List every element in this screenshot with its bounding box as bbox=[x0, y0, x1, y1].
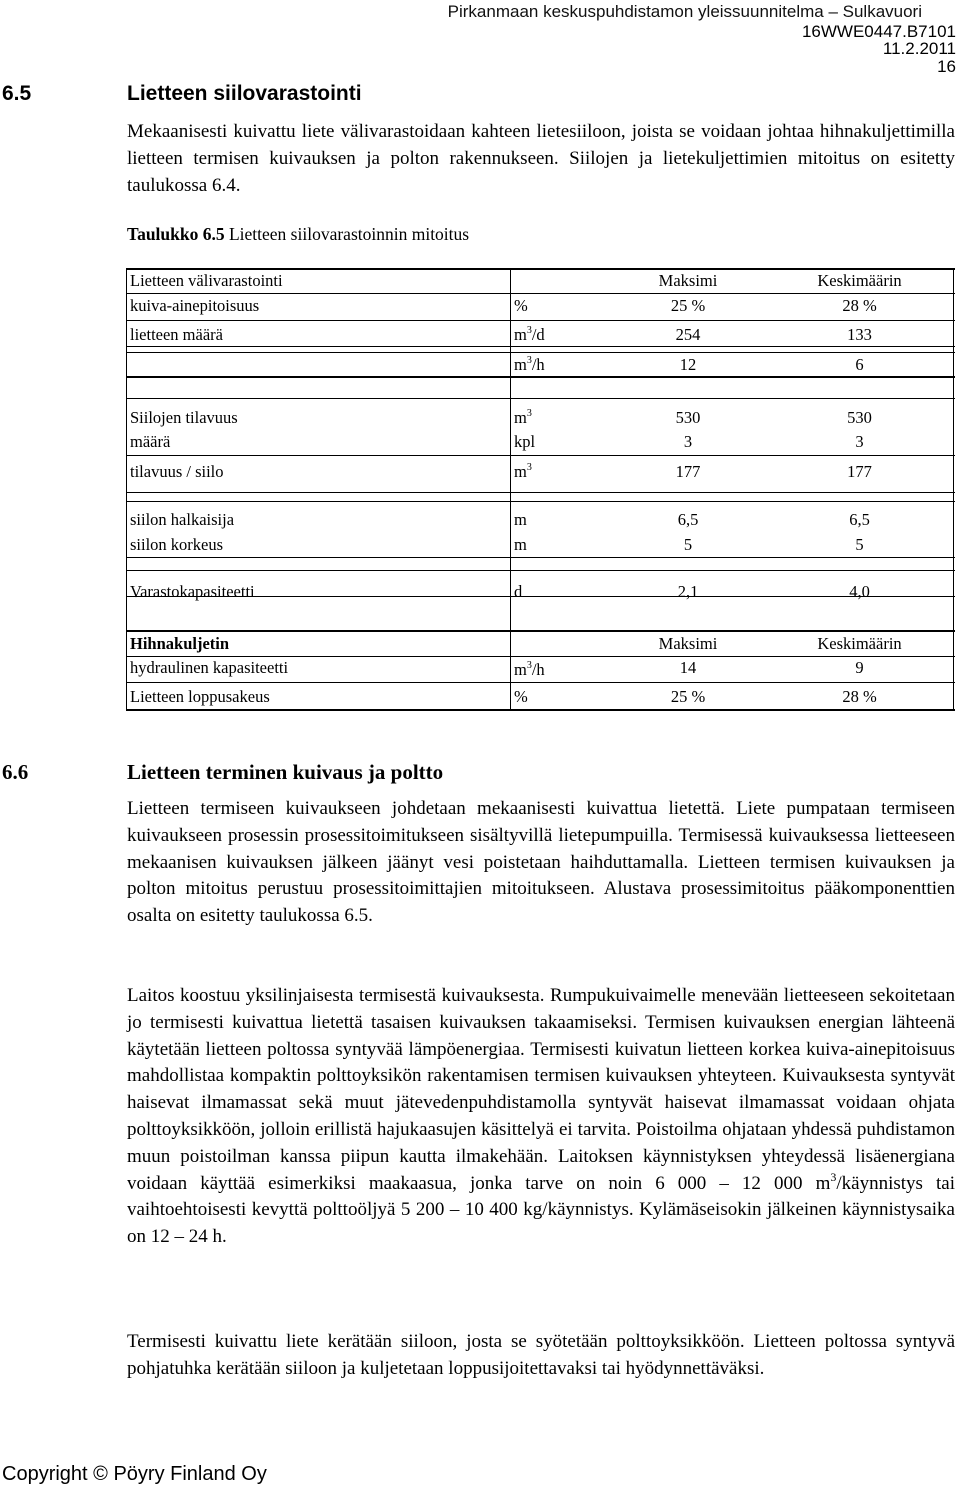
header-project-title: Pirkanmaan keskuspuhdistamon yleissuunnitelma – Sulkavuori bbox=[447, 2, 922, 21]
table-subheader-label: Hihnakuljetin bbox=[130, 634, 230, 653]
footer-copyright: Copyright © Pöyry Finland Oy bbox=[2, 1463, 267, 1485]
table-rule bbox=[126, 557, 955, 558]
table-cell-unit: % bbox=[514, 687, 528, 706]
table-cell-max: 25 % bbox=[670, 687, 706, 706]
section-6-6-paragraph-3: Termisesti kuivattu liete kerätään siiloon, josta se syötetään polttoyksikköön. Lietteen poltossa syntyvä pohjatuhka kerätään siiloon ja kuljetetaan loppusijoitettavaksi tai hyödynnettäväksi. bbox=[127, 1331, 955, 1379]
table-cell-unit: m bbox=[514, 510, 527, 529]
table-cell-unit: $m^3/h$ bbox=[514, 660, 545, 679]
table-cell-avg: 9 bbox=[855, 658, 864, 677]
table-rule bbox=[126, 352, 955, 353]
table-rule bbox=[126, 682, 955, 683]
table-rule bbox=[126, 501, 955, 502]
table-rule bbox=[126, 346, 955, 347]
table-cell-avg: 3 bbox=[855, 432, 864, 451]
table-border-left bbox=[126, 268, 127, 711]
header-doc-id: 16WWE0447.B7101 bbox=[801, 22, 956, 41]
table-subheader-avg: Keskimäärin bbox=[817, 634, 902, 653]
table-rule bbox=[126, 320, 955, 321]
table-cell-avg: 5 bbox=[855, 535, 864, 554]
table-cell-max: 177 bbox=[675, 462, 701, 481]
table-cell-label: Siilojen tilavuus bbox=[130, 408, 238, 427]
table-cell-max: 2,1 bbox=[677, 582, 699, 601]
table-cell-max: 12 bbox=[679, 355, 697, 374]
table-border-right bbox=[953, 268, 954, 711]
table-header-max: Maksimi bbox=[658, 271, 718, 290]
table-cell-label: kuiva-ainepitoisuus bbox=[130, 296, 260, 315]
table-cell-label: Lietteen loppusakeus bbox=[130, 687, 270, 706]
table-cell-label: hydraulinen kapasiteetti bbox=[130, 658, 289, 677]
table-caption-label: Taulukko 6.5 bbox=[127, 224, 225, 244]
section-6-6-number: 6.6 bbox=[2, 760, 29, 784]
table-cell-max: 25 % bbox=[670, 296, 706, 315]
table-cell-unit: $m^3/h$ bbox=[514, 355, 545, 374]
table-rule bbox=[126, 455, 955, 456]
table-cell-avg: 28 % bbox=[842, 687, 877, 706]
table-cell-label: Varastokapasiteetti bbox=[130, 582, 255, 601]
table-cell-unit: $m^3/d$ bbox=[514, 325, 545, 344]
table-cell-avg: 28 % bbox=[842, 296, 877, 315]
section-6-5-title: Lietteen siilovarastointi bbox=[127, 82, 362, 105]
table-cell-label: siilon halkaisija bbox=[130, 510, 235, 529]
table-cell-avg: 133 bbox=[847, 325, 872, 344]
table-cell-max: 530 bbox=[675, 408, 701, 427]
header-page-number: 16 bbox=[937, 57, 956, 76]
table-caption bbox=[127, 224, 469, 245]
table-cell-unit: d bbox=[514, 582, 523, 601]
table-rule bbox=[126, 570, 955, 571]
table-cell-avg: 6 bbox=[855, 355, 864, 374]
table-rule bbox=[126, 492, 955, 493]
table-subheader-max: Maksimi bbox=[658, 634, 718, 653]
table-cell-max: 14 bbox=[679, 658, 697, 677]
table-rule bbox=[126, 656, 955, 657]
section-6-5-number: 6.5 bbox=[2, 82, 32, 105]
table-cell-label: lietteen määrä bbox=[130, 325, 223, 344]
table-rule bbox=[126, 630, 955, 632]
table-col-divider bbox=[510, 268, 511, 711]
table-cell-max: 6,5 bbox=[677, 510, 699, 529]
section-6-6-title: Lietteen terminen kuivaus ja poltto bbox=[127, 760, 444, 784]
table-cell-max: 5 bbox=[683, 535, 693, 554]
table-rule bbox=[126, 268, 955, 270]
table-cell-unit: $m^3$ bbox=[514, 462, 532, 481]
table-rule bbox=[126, 709, 955, 711]
table-cell-label: siilon korkeus bbox=[130, 535, 224, 554]
table-caption-text: Lietteen siilovarastoinnin mitoitus bbox=[224, 224, 470, 244]
table-rule bbox=[126, 376, 955, 378]
table-cell-avg: 6,5 bbox=[849, 510, 870, 529]
section-6-5-paragraph: Mekaanisesti kuivattu liete välivarastoidaan kahteen lietesiiloon, joista se voidaan johtaa hihnakuljettimilla lietteen termisen kuivauksen ja polton rakennukseen. Siilojen ja lietekuljettimien mitoitus on esitetty taulukossa 6.4. bbox=[127, 121, 955, 196]
table-cell-unit: % bbox=[514, 296, 528, 315]
table-cell-label: tilavuus / siilo bbox=[130, 462, 224, 481]
section-6-6-paragraph-2: Laitos koostuu yksilinjaisesta termisestä kuivauksesta. Rumpukuivaimelle menevään lietteeseen sekoitetaan jo termisesti kuivattua lietettä tasaisen kuivauksen takaamiseksi. Termisen kuivauksen energian lähteenä käytetään lietteen poltossa syntyvää lämpöenergiaa. Termisesti kuivatun lietteen korkea kuiva-ainepitoisuus mahdollistaa kompaktin polttoyksikön rakentamisen termisen kuivauksen yhteyteen. Kuivauksesta syntyvät haisevat ilmamassat sekä muut jätevedenpuhdistamolla syntyvät haisevat ilmamassat voidaan ohjata polttoyksikköön, jolloin erillistä hajukaasujen käsittelyä ei tarvita. Poistoilma ohjataan yhdessä puhdistamon muun poistoilman kanssa piipun kautta ilmakehään. Laitoksen käynnistyksen yhteydessä lisäenergiana voidaan käyttää esimerkiksi maakaasua, jonka tarve on noin 6 000 – 12 000 $m^3$/käynnistys tai vaihtoehtoisesti kevyttä polttoöljyä 5 200 – 10 400 kg/käynnistys. Kylämäseisokin jälkeinen käynnistysaika on 12 – 24 h. bbox=[127, 985, 955, 1248]
table-cell-unit: m bbox=[514, 535, 527, 554]
table-header-label: Lietteen välivarastointi bbox=[130, 271, 283, 290]
siilo-table bbox=[126, 268, 955, 711]
table-rule bbox=[126, 293, 955, 294]
table-rule bbox=[126, 398, 955, 399]
table-cell-max: 3 bbox=[683, 432, 693, 451]
table-header-avg: Keskimäärin bbox=[817, 271, 902, 290]
table-cell-max: 254 bbox=[675, 325, 701, 344]
table-cell-avg: 530 bbox=[847, 408, 872, 427]
section-6-6-paragraph-1: Lietteen termiseen kuivaukseen johdetaan mekaanisesti kuivattua lietettä. Liete pumpataan termiseen kuivaukseen prosessin prosessitoimitukseen sisältyvillä lietepumpuilla. Termisessä kuivauksessa lietteeseen mekaanisen kuivauksen jälkeen jäänyt vesi poistetaan haihduttamalla. Lietteen termisen kuivauksen ja polton mitoitus perustuu prosessitoimittajien mitoitukseen. Alustava prosessimitoitus pääkomponenttien osalta on esitetty taulukossa 6.5. bbox=[127, 798, 955, 927]
table-cell-avg: 177 bbox=[847, 462, 872, 481]
header-date: 11.2.2011 bbox=[882, 39, 956, 58]
table-cell-avg: 4,0 bbox=[849, 582, 870, 601]
table-cell-unit: $m^3$ bbox=[514, 408, 532, 427]
table-cell-label: määrä bbox=[130, 432, 171, 451]
table-cell-unit: kpl bbox=[514, 432, 536, 451]
